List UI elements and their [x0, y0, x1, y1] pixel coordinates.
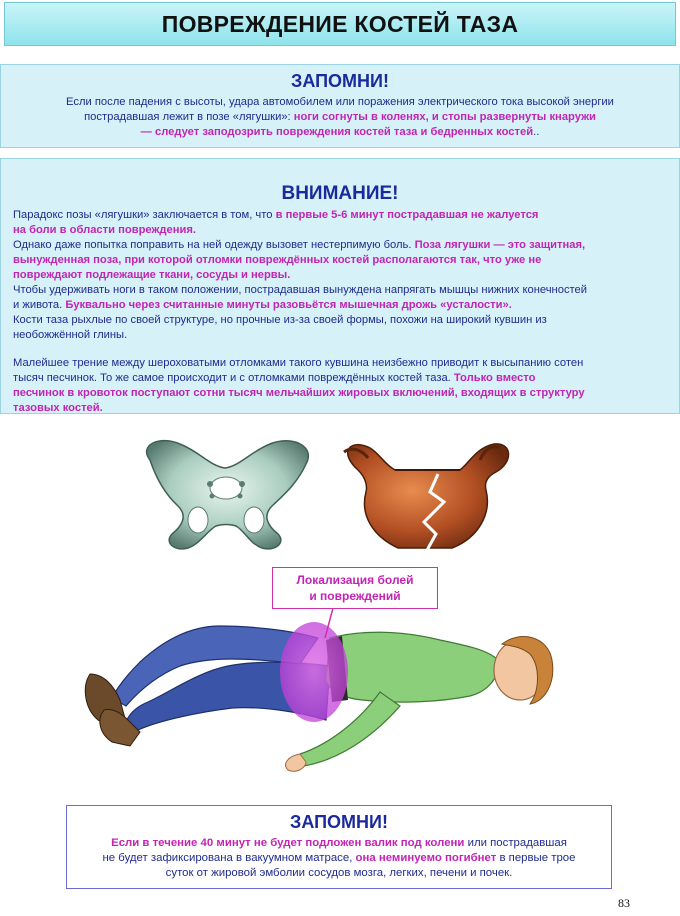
text-run: Однако даже попытка поправить на ней одежду вызовет нестерпимую боль.: [13, 239, 415, 251]
page-number: 83: [618, 896, 630, 910]
highlight-text: Буквально через считанные минуты разовьётся мышечная дрожь «усталости».: [65, 299, 512, 311]
broken-pot-image: [344, 444, 509, 552]
paragraph-gap: [13, 343, 663, 356]
attention-box: [0, 158, 680, 414]
remember-line: [1, 125, 679, 140]
text-run: тысяч песчинок. То же самое происходит и с отломками повреждённых костей таза.: [13, 372, 454, 384]
attention-line: [13, 298, 663, 313]
page-title: ПОВРЕЖДЕНИЕ КОСТЕЙ ТАЗА: [161, 10, 519, 37]
callout-line: и повреждений: [309, 589, 401, 603]
attention-line: повреждают подлежащие ткани, сосуды и нервы.: [13, 269, 291, 281]
text-run: ..: [533, 126, 540, 138]
title-bar: [4, 2, 676, 46]
callout-line: Локализация болей: [296, 573, 414, 587]
text-run: пострадавшая лежит в позе «лягушки»:: [84, 111, 294, 123]
remember-line: [67, 851, 611, 866]
remember-text-bottom: [67, 836, 611, 881]
illustration: [0, 430, 680, 800]
highlight-text: ноги согнуты в коленях, и стопы развернуты кнаружи: [293, 111, 596, 123]
attention-heading: ВНИМАНИЕ!: [281, 183, 399, 204]
pain-area-highlight: [280, 622, 348, 722]
remember-heading-bottom: ЗАПОМНИ!: [290, 812, 388, 832]
text-run: не будет зафиксирована в вакуумном матрасе,: [102, 852, 356, 864]
remember-line: Если после падения с высоты, удара автомобилем или поражения электрического тока высокой энергии: [66, 96, 614, 108]
attention-line: тазовых костей.: [13, 402, 103, 414]
remember-text-top: [1, 95, 679, 140]
attention-line: на боли в области повреждения.: [13, 224, 197, 236]
remember-box-top: [0, 64, 680, 148]
highlight-text: в первые 5-6 минут пострадавшая не жалуется: [275, 209, 539, 221]
attention-line: [13, 238, 663, 253]
attention-text: [1, 208, 679, 416]
text-run: —: [140, 126, 155, 138]
attention-line: [13, 208, 663, 223]
highlight-text: Если в течение 40 минут не будет подложен валик под колени: [111, 837, 465, 849]
pelvis-image: [147, 441, 309, 549]
injured-person-illustration: [85, 622, 552, 771]
attention-line: Кости таза рыхлые по своей структуре, но прочные из-за своей формы, похожи на широкий кувшин из: [13, 314, 547, 326]
highlight-text: Поза лягушки — это защитная,: [414, 239, 586, 251]
attention-line: вынужденная поза, при которой отломки повреждённых костей располагаются так, что уже не: [13, 254, 542, 266]
highlight-text: следует заподозрить повреждения костей таза и бедренных костей: [154, 126, 534, 138]
remember-line: [67, 836, 611, 851]
attention-line: песчинок в кровоток поступают сотни тысяч мельчайших жировых включений, входящих в структуру: [13, 387, 585, 399]
attention-line: Малейшее трение между шероховатыми отломками такого кувшина неизбежно приводит к высыпанию сотен: [13, 357, 584, 369]
highlight-text: Только вместо: [453, 372, 536, 384]
remember-box-bottom: [66, 805, 612, 889]
attention-line: [13, 371, 663, 386]
remember-line: суток от жировой эмболии сосудов мозга, легких, печени и почек.: [165, 867, 513, 879]
attention-line: Чтобы удерживать ноги в таком положении, пострадавшая вынуждена напрягать мышцы нижних конечностей: [13, 284, 588, 296]
attention-line: необожжённой глины.: [13, 329, 128, 341]
remember-line: [1, 110, 679, 125]
text-run: или пострадавшая: [464, 837, 567, 849]
remember-heading-top: ЗАПОМНИ!: [291, 71, 389, 91]
text-run: и живота.: [13, 299, 66, 311]
text-run: в первые трое: [496, 852, 576, 864]
highlight-text: она неминуемо погибнет: [355, 852, 497, 864]
text-run: Парадокс позы «лягушки» заключается в том, что: [13, 209, 276, 221]
pain-location-callout: [272, 567, 438, 609]
